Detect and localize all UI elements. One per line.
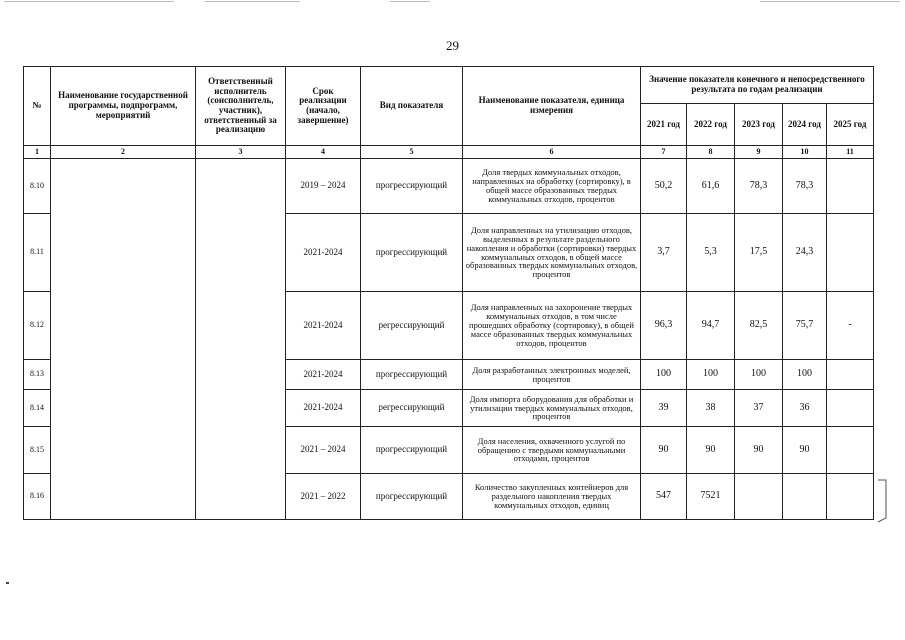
value-2023: 17,5 [735, 214, 783, 292]
type-cell: прогрессирующий [361, 360, 463, 390]
indicator-cell: Доля импорта оборудования для обработки и утилизации твердых коммунальных отходов, процентов [463, 390, 641, 427]
value-2024: 75,7 [783, 292, 827, 360]
column-number: 8 [687, 146, 735, 159]
term-cell: 2021-2024 [286, 360, 361, 390]
type-cell: прогрессирующий [361, 474, 463, 520]
value-2025 [827, 427, 874, 474]
value-2022: 94,7 [687, 292, 735, 360]
value-2023: 90 [735, 427, 783, 474]
column-number: 6 [463, 146, 641, 159]
term-cell: 2021-2024 [286, 214, 361, 292]
header-year: 2021 год [641, 104, 687, 146]
value-2022: 5,3 [687, 214, 735, 292]
value-2021: 96,3 [641, 292, 687, 360]
column-number: 1 [24, 146, 51, 159]
value-2025: - [827, 292, 874, 360]
term-cell: 2021 – 2022 [286, 474, 361, 520]
row-number: 8.14 [24, 390, 51, 427]
type-cell: регрессирующий [361, 292, 463, 360]
value-2024: 24,3 [783, 214, 827, 292]
value-2022: 100 [687, 360, 735, 390]
column-number: 11 [827, 146, 874, 159]
term-cell: 2021-2024 [286, 292, 361, 360]
header-year: 2024 год [783, 104, 827, 146]
header-row-1 [24, 67, 874, 104]
value-2024: 90 [783, 427, 827, 474]
indicator-cell: Доля направленных на утилизацию отходов, выделенных в результате раздельного накопления и обработки (сортировки) твердых коммунальных отходов, в общей массе образованных твердых коммунальных отходов, процентов [463, 214, 641, 292]
page-edge-bracket [876, 478, 890, 524]
indicator-cell: Количество закупленных контейнеров для раздельного накопления твердых коммунальных отходов, единиц [463, 474, 641, 520]
header-year: 2023 год [735, 104, 783, 146]
scan-speck [6, 582, 9, 584]
value-2025 [827, 390, 874, 427]
row-number: 8.12 [24, 292, 51, 360]
value-2021: 100 [641, 360, 687, 390]
type-cell: регрессирующий [361, 390, 463, 427]
column-number: 3 [196, 146, 286, 159]
value-2024: 100 [783, 360, 827, 390]
column-number: 2 [51, 146, 196, 159]
header-num: № [24, 67, 51, 146]
value-2024 [783, 474, 827, 520]
column-number: 7 [641, 146, 687, 159]
value-2024: 78,3 [783, 159, 827, 214]
table-row [24, 159, 874, 214]
header-type: Вид показателя [361, 67, 463, 146]
indicator-cell: Доля населения, охваченного услугой по обращению с твердыми коммунальными отходами, процентов [463, 427, 641, 474]
row-number: 8.16 [24, 474, 51, 520]
value-2021: 547 [641, 474, 687, 520]
value-2022: 38 [687, 390, 735, 427]
indicator-cell: Доля твердых коммунальных отходов, направленных на обработку (сортировку), в общей массе образованных твердых коммунальных отходов, процентов [463, 159, 641, 214]
value-2021: 50,2 [641, 159, 687, 214]
value-2021: 3,7 [641, 214, 687, 292]
column-number: 4 [286, 146, 361, 159]
indicators-table [23, 66, 874, 520]
column-number: 5 [361, 146, 463, 159]
column-number: 10 [783, 146, 827, 159]
value-2025 [827, 474, 874, 520]
value-2021: 39 [641, 390, 687, 427]
column-number-row [24, 146, 874, 159]
value-2021: 90 [641, 427, 687, 474]
value-2024: 36 [783, 390, 827, 427]
scan-top-edge [0, 0, 905, 3]
responsible-cell [196, 159, 286, 520]
value-2022: 61,6 [687, 159, 735, 214]
value-2023: 100 [735, 360, 783, 390]
value-2022: 7521 [687, 474, 735, 520]
indicator-cell: Доля разработанных электронных моделей, процентов [463, 360, 641, 390]
page-number: 29 [446, 38, 459, 53]
value-2023: 78,3 [735, 159, 783, 214]
header-year: 2025 год [827, 104, 874, 146]
term-cell: 2021-2024 [286, 390, 361, 427]
type-cell: прогрессирующий [361, 214, 463, 292]
indicator-cell: Доля направленных на захоронение твердых коммунальных отходов, в том числе прошедших обработку (сортировку), в общей массе образованных твердых коммунальных отходов, процентов [463, 292, 641, 360]
value-2022: 90 [687, 427, 735, 474]
header-year: 2022 год [687, 104, 735, 146]
value-2023: 82,5 [735, 292, 783, 360]
value-2025 [827, 360, 874, 390]
row-number: 8.11 [24, 214, 51, 292]
value-2023 [735, 474, 783, 520]
row-number: 8.13 [24, 360, 51, 390]
header-term: Срок реализации (начало, завершение) [286, 67, 361, 146]
value-2023: 37 [735, 390, 783, 427]
row-number: 8.15 [24, 427, 51, 474]
type-cell: прогрессирующий [361, 159, 463, 214]
row-number: 8.10 [24, 159, 51, 214]
value-2025 [827, 214, 874, 292]
header-indicator: Наименование показателя, единица измерения [463, 67, 641, 146]
header-responsible: Ответственный исполнитель (соисполнитель, участник), ответственный за реализацию [196, 67, 286, 146]
column-number: 9 [735, 146, 783, 159]
header-program: Наименование государственной программы, подпрограмм, мероприятий [51, 67, 196, 146]
term-cell: 2019 – 2024 [286, 159, 361, 214]
header-values-group: Значение показателя конечного и непосредственного результата по годам реализации [641, 67, 874, 104]
value-2025 [827, 159, 874, 214]
term-cell: 2021 – 2024 [286, 427, 361, 474]
type-cell: прогрессирующий [361, 427, 463, 474]
program-name-cell [51, 159, 196, 520]
